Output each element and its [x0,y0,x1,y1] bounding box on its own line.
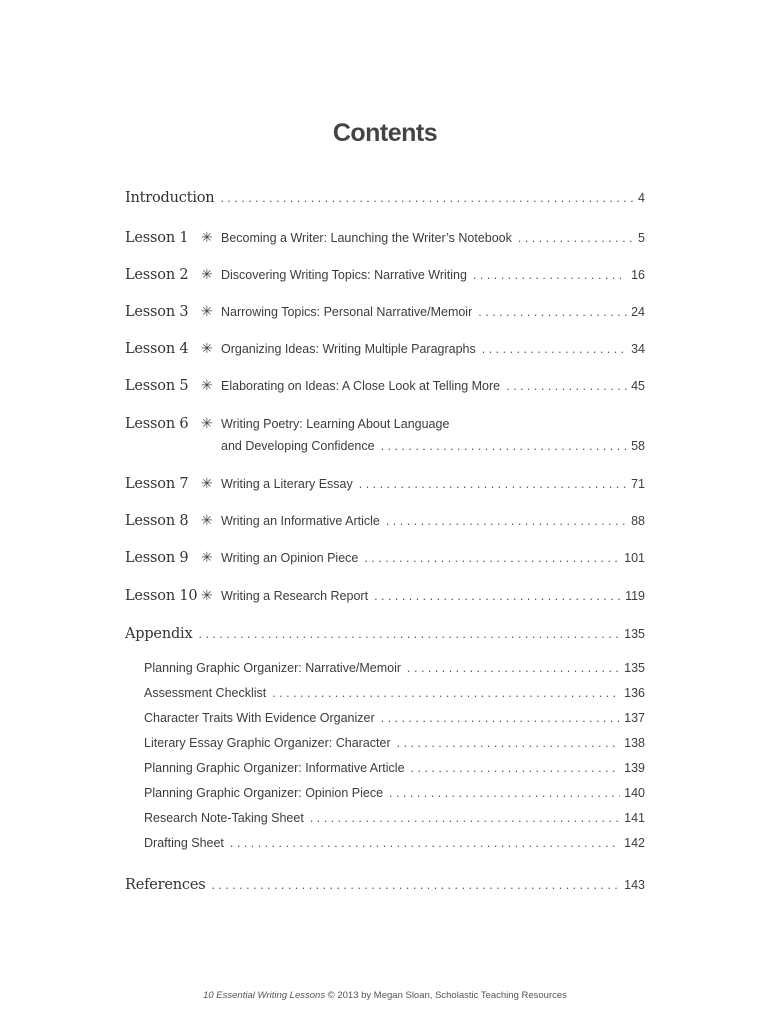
page-number: 45 [631,379,645,393]
page-title: Contents [332,119,438,147]
toc-entry-lesson-6[interactable] [125,415,645,432]
dot-leader [310,811,620,825]
appendix-item[interactable] [144,761,645,775]
lesson-title: Writing an Opinion Piece [221,551,359,565]
toc-entry-introduction[interactable] [125,190,645,206]
appendix-item-title: Planning Graphic Organizer: Informative Article [144,761,405,775]
lesson-title: Organizing Ideas: Writing Multiple Paragraphs [221,342,476,356]
page-number: 24 [631,305,645,319]
page-number: 34 [631,342,645,356]
page-number: 5 [638,231,645,245]
asterisk-icon: ✳ [201,512,213,528]
asterisk-icon: ✳ [201,340,213,356]
dot-leader [359,477,627,491]
page-number: 4 [638,191,645,205]
section-label: Appendix [125,626,193,642]
section-label: Introduction [125,190,215,206]
lesson-title: Writing a Research Report [221,589,369,603]
appendix-item-title: Planning Graphic Organizer: Opinion Piece [144,786,384,800]
asterisk-icon: ✳ [201,587,213,603]
asterisk-icon: ✳ [201,266,213,282]
appendix-item-title: Research Note-Taking Sheet [144,811,304,825]
page-number: 135 [624,661,645,675]
page-number: 139 [624,761,645,775]
page-number: 71 [631,477,645,491]
page-number: 136 [624,686,645,700]
appendix-item[interactable] [144,686,645,700]
dot-leader [272,686,620,700]
lesson-title: Writing an Informative Article [221,514,380,528]
toc-entry-lesson-1[interactable] [125,229,645,246]
appendix-item[interactable] [144,836,645,850]
toc-entry-lesson-5[interactable] [125,377,645,394]
dot-leader [386,514,627,528]
toc-entry-lesson-6-continued[interactable] [221,439,645,453]
appendix-item-title: Drafting Sheet [144,836,224,850]
dot-leader [364,551,620,565]
appendix-item[interactable] [144,786,645,800]
lesson-label: Lesson 8 [125,513,189,529]
lesson-title: Elaborating on Ideas: A Close Look at Telling More [221,379,501,393]
asterisk-icon: ✳ [201,475,213,491]
lesson-label: Lesson 4 [125,341,189,357]
dot-leader [374,589,621,603]
lesson-title-continued: and Developing Confidence [221,439,375,453]
lesson-title: Discovering Writing Topics: Narrative Writing [221,268,467,282]
toc-entry-lesson-3[interactable] [125,303,645,320]
lesson-label: Lesson 6 [125,416,189,432]
page-number: 88 [631,514,645,528]
dot-leader [211,878,620,892]
appendix-item-title: Assessment Checklist [144,686,267,700]
toc-entry-lesson-9[interactable] [125,549,645,566]
appendix-item-title: Literary Essay Graphic Organizer: Character [144,736,391,750]
dot-leader [482,342,627,356]
dot-leader [381,439,628,453]
footer-book-title: 10 Essential Writing Lessons [203,990,326,1001]
footer-copyright: © 2013 by Megan Sloan, Scholastic Teaching Resources [325,990,567,1001]
dot-leader [407,661,620,675]
page-number: 119 [625,589,645,603]
lesson-label: Lesson 2 [125,267,189,283]
section-label: References [125,877,206,893]
dot-leader [381,711,621,725]
dot-leader [220,191,634,205]
page-number: 137 [624,711,645,725]
lesson-title: Writing a Literary Essay [221,477,353,491]
toc-entry-appendix[interactable] [125,626,645,642]
toc-entry-lesson-7[interactable] [125,475,645,492]
page-number: 143 [624,878,645,892]
asterisk-icon: ✳ [201,549,213,565]
lesson-label: Lesson 3 [125,304,189,320]
dot-leader [198,627,620,641]
asterisk-icon: ✳ [201,229,213,245]
lesson-title: Writing Poetry: Learning About Language [221,417,450,431]
page-number: 140 [624,786,645,800]
toc-entry-lesson-10[interactable] [125,587,645,604]
dot-leader [389,786,620,800]
lesson-label: Lesson 1 [125,230,189,246]
dot-leader [518,231,634,245]
appendix-item-title: Character Traits With Evidence Organizer [144,711,375,725]
dot-leader [411,761,621,775]
dot-leader [506,379,627,393]
toc-entry-lesson-4[interactable] [125,340,645,357]
page-number: 138 [624,736,645,750]
appendix-item[interactable] [144,661,645,675]
dot-leader [473,268,627,282]
dot-leader [478,305,627,319]
lesson-label: Lesson 5 [125,378,189,394]
asterisk-icon: ✳ [201,303,213,319]
page-number: 16 [631,268,645,282]
lesson-label: Lesson 7 [125,476,189,492]
appendix-item[interactable] [144,711,645,725]
page-number: 58 [631,439,645,453]
appendix-item-title: Planning Graphic Organizer: Narrative/Memoir [144,661,402,675]
page-number: 101 [624,551,645,565]
dot-leader [230,836,620,850]
page-number: 141 [624,811,645,825]
appendix-item[interactable] [144,736,645,750]
lesson-title: Narrowing Topics: Personal Narrative/Memoir [221,305,473,319]
page-footer [0,990,770,1001]
toc-entry-references[interactable] [125,877,645,893]
asterisk-icon: ✳ [201,415,213,431]
dot-leader [397,736,621,750]
page-number: 135 [624,627,645,641]
asterisk-icon: ✳ [201,377,213,393]
lesson-label: Lesson 9 [125,550,189,566]
lesson-label: Lesson 10 [125,588,198,604]
appendix-item[interactable] [144,811,645,825]
toc-entry-lesson-8[interactable] [125,512,645,529]
page-number: 142 [624,836,645,850]
toc-entry-lesson-2[interactable] [125,266,645,283]
lesson-title: Becoming a Writer: Launching the Writer’s Notebook [221,231,512,245]
